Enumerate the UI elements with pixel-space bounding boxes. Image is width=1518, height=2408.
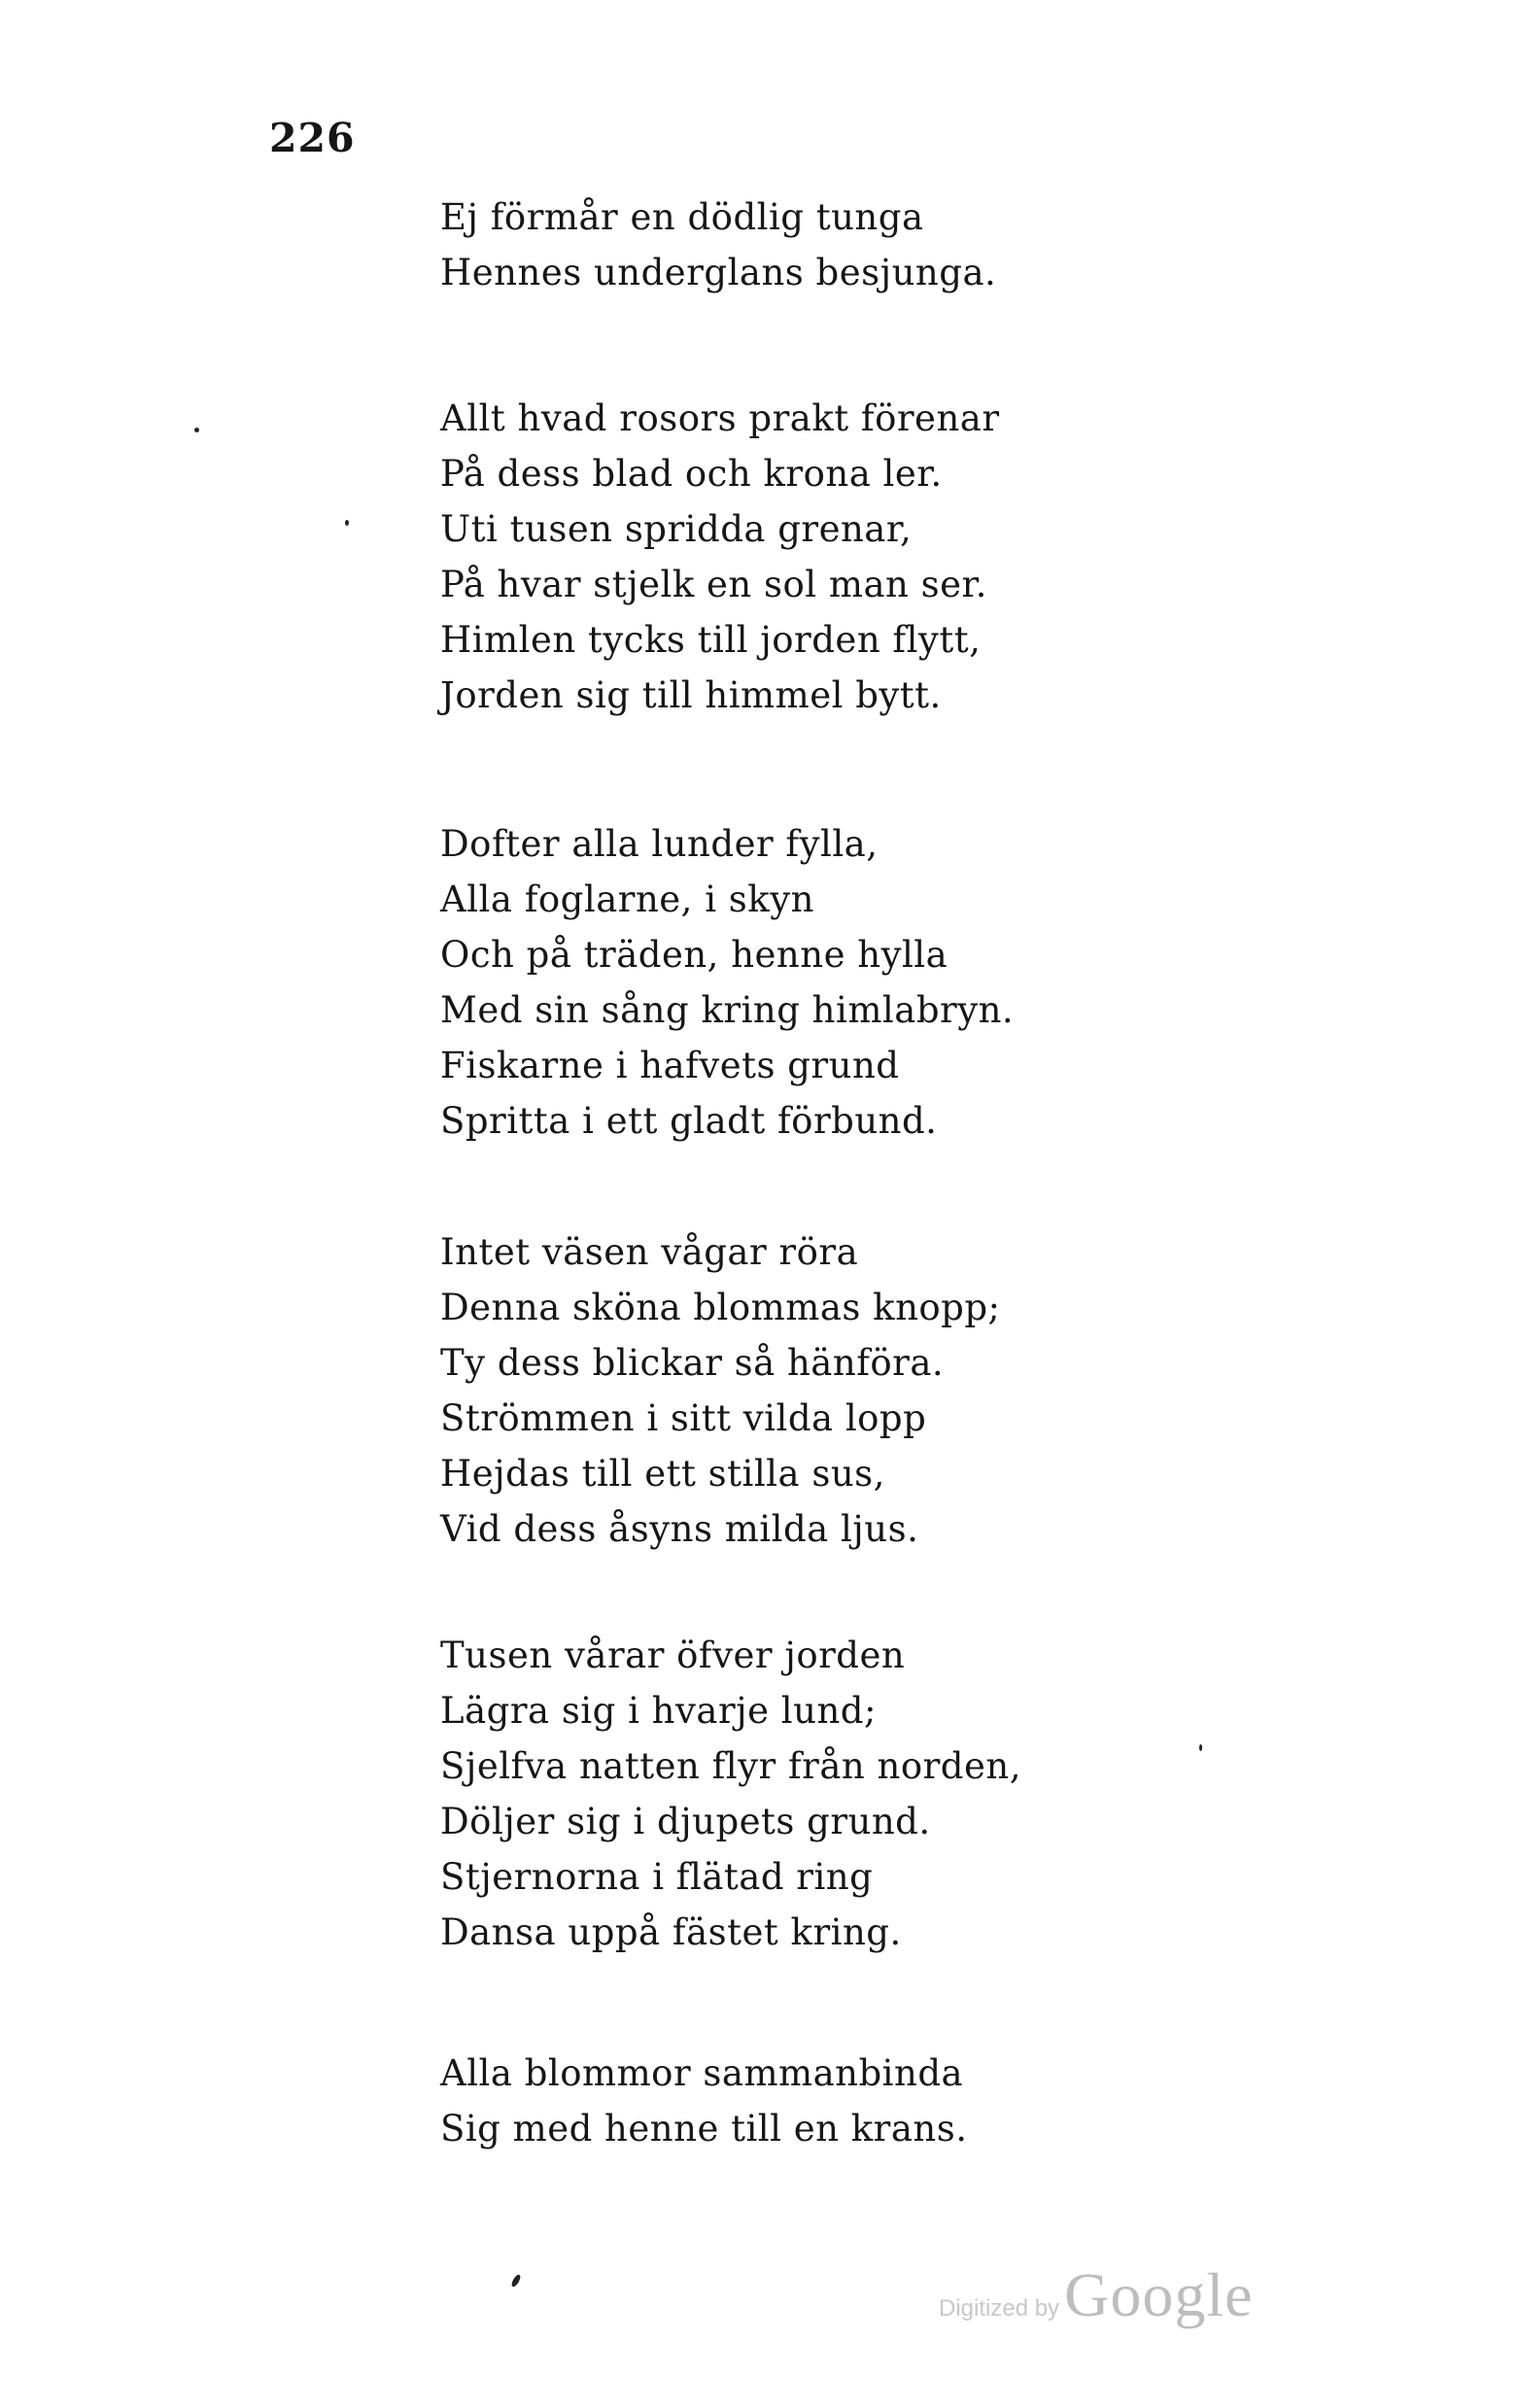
poem-line: Alla blommor sammanbinda [440,2052,964,2094]
poem-line: Spritta i ett gladt förbund. [440,1100,938,1142]
poem-line: Intet väsen vågar röra [440,1231,859,1273]
poem-line: Uti tusen spridda grenar, [440,508,913,550]
stanza [440,189,996,300]
stanza [440,816,1014,1149]
poem-line: Lägra sig i hvarje lund; [440,1690,877,1732]
poem-line: Allt hvad rosors prakt förenar [440,397,1000,439]
digitized-by-google-watermark [939,2259,1254,2331]
poem-line: Hennes underglans besjunga. [440,252,997,293]
ink-speck [510,2273,522,2288]
stanza [440,1628,1021,1960]
poem-line: Denna sköna blommas knopp; [440,1287,1001,1328]
poem-line: Sjelfva natten flyr från norden, [440,1745,1021,1787]
poem-line: Fiskarne i hafvets grund [440,1045,900,1086]
poem-line: Med sin sång kring himlabryn. [440,989,1015,1031]
poem-line: Dansa uppå fästet kring. [440,1911,902,1953]
poem-line: Ty dess blickar så hänföra. [440,1342,945,1384]
poem-line: Strömmen i sitt vilda lopp [440,1397,927,1439]
watermark-prefix: Digitized by [939,2295,1060,2322]
ink-speck [345,520,349,526]
ink-speck [194,428,199,432]
poem-line: På hvar stjelk en sol man ser. [440,564,987,605]
stanza [440,2046,967,2156]
poem-line: På dess blad och krona ler. [440,453,943,495]
stanza [440,1224,1001,1557]
poem-line: Hejdas till ett stilla sus, [440,1453,885,1495]
poem-line: Alla foglarne, i skyn [440,878,814,920]
poem-line: Tusen vårar öfver jorden [440,1634,906,1676]
poem-line: Och på träden, henne hylla [440,934,949,976]
poem-line: Ej förmår en dödlig tunga [440,196,924,238]
google-logo-icon: Google [1064,2260,1254,2329]
ink-speck [1199,1744,1202,1751]
poem-line: Vid dess åsyns milda ljus. [440,1508,919,1550]
poem-line: Himlen tycks till jorden flytt, [440,619,982,661]
page-number: 226 [269,115,356,161]
poem-line: Sig med henne till en krans. [440,2108,968,2150]
poem-line: Dofter alla lunder fylla, [440,823,879,865]
stanza [440,391,1000,723]
poem-line: Jorden sig till himmel bytt. [440,674,942,716]
poem-line: Stjernorna i flätad ring [440,1856,874,1898]
poem-line: Döljer sig i djupets grund. [440,1801,931,1842]
